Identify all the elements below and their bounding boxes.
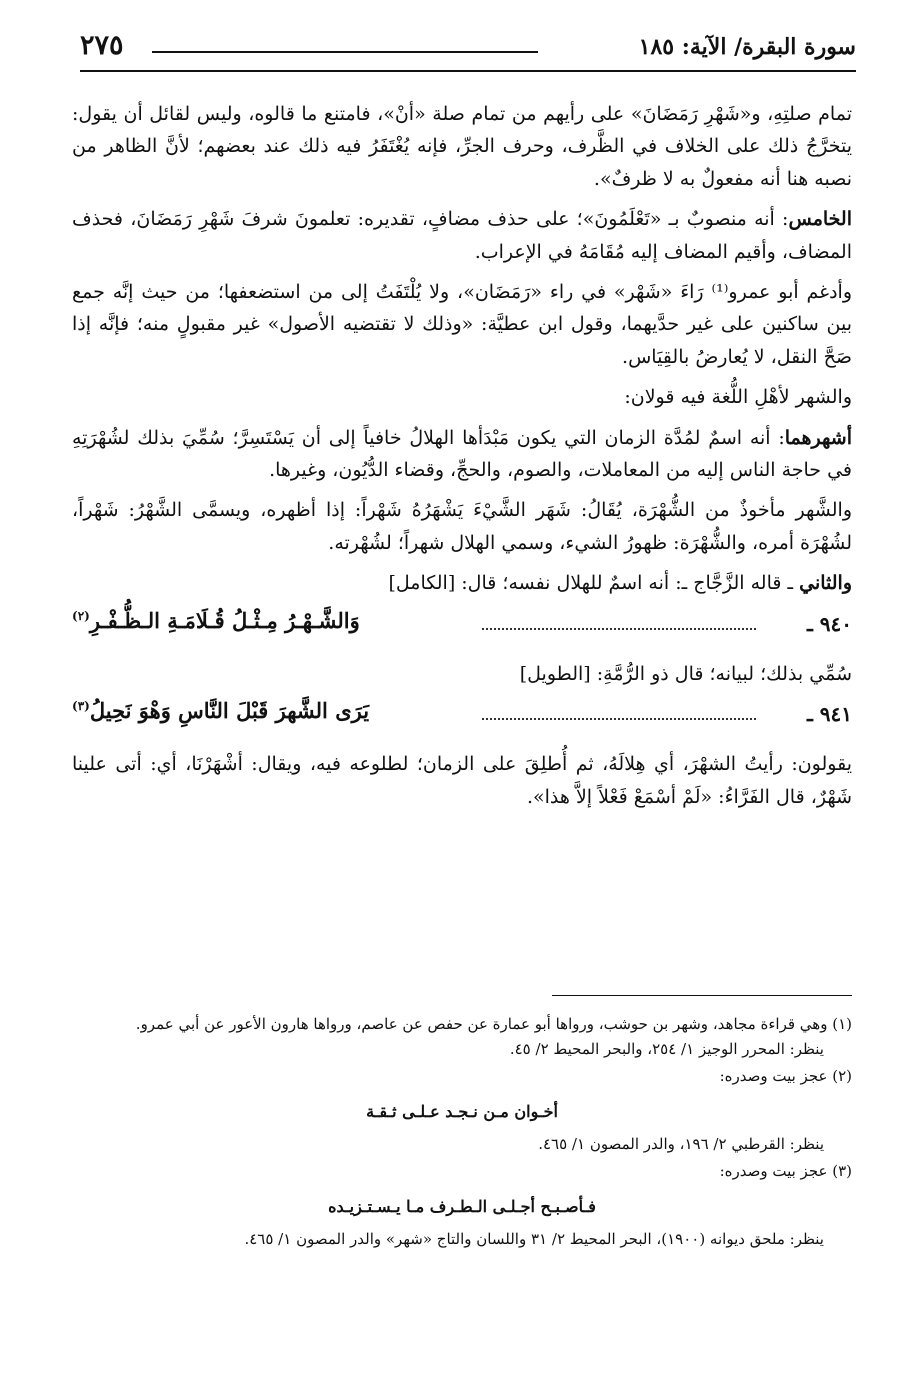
footnote-separator — [552, 995, 852, 996]
paragraph-text: والشهر لأهْلِ اللُّغة فيه قولان: — [624, 386, 852, 409]
verse-dotted-line — [482, 628, 756, 630]
paragraph — [72, 203, 852, 268]
paragraph-text: تمام صلتِهِ، و«شَهْرِ رَمَضَانَ» على رأيهم من تمام صلة «أنْ»، فامتنع ما قالوه، وليس لقائل أن يقول: يتخرَّجُ ذلك على الخلاف في الظَّرف، وحرف الجرِّ، فإنه يُغْتَفَرُ فيه ذلك عند بعضهم؛ لأنَّ الظاهر من نصبه هنا أنه مفعولٌ به لا ظرفٌ». — [72, 103, 852, 190]
footnote-2 — [72, 1064, 852, 1157]
paragraph-text: وأدغم أبو عمرو⁽¹⁾ رَاءَ «شَهْر» في راء «رَمَضَان»، ولا يُلْتَفَتُ إلى من استضعفها؛ من حيث إنَّه جمع بين ساكنين على غير حدَّيهما، وقول ابن عطيَّة: «وذلك لا تقتضيه الأصول» غير مقبولٍ منه؛ فإنَّه إذا صَحَّ النقل، لا يُعارضُ بالقِيَاس. — [72, 281, 853, 368]
verse-line: وَالشَّـهْـرُ مِـثْـلُ قُـلَامَـةِ الـظُّـفْـرِ — [89, 607, 360, 633]
verse-text — [72, 608, 360, 633]
footnote-verse: فـأصـبـح أجـلـى الـطـرف مـا يـسـتـزيـده — [328, 1197, 596, 1216]
header-line — [152, 51, 538, 53]
verse-number: ٩٤١ ـ — [806, 702, 852, 727]
paragraph — [72, 494, 852, 559]
footnote-ref: (٢) — [72, 608, 90, 623]
paragraph — [72, 276, 852, 373]
sura-title: سورة البقرة/ الآية: ١٨٥ — [638, 34, 856, 60]
page-number: ٢٧٥ — [80, 30, 124, 61]
verse-940 — [72, 608, 852, 652]
paragraph-text: ـ قاله الزَّجَّاج ـ: أنه اسمٌ للهلال نفسه؛ قال: [الكامل] — [388, 572, 800, 595]
verse-line: يَرَى الشَّهرَ قَبْلَ النَّاسِ وَهْوَ نَحِيلُ — [89, 698, 370, 724]
footnote-text: (٢) عجز بيت وصدره: — [719, 1067, 852, 1085]
paragraph — [72, 98, 852, 195]
verse-number: ٩٤٠ ـ — [806, 611, 852, 636]
footnote-reference: ينظر: القرطبي ٢/ ١٩٦، والدر المصون ١/ ٤٦٥. — [538, 1135, 824, 1153]
paragraph: سُمِّي بذلك؛ لبيانه؛ قال ذو الرُّمَّةِ: [الطويل] — [519, 662, 852, 685]
footnote-reference: ينظر: المحرر الوجيز ١/ ٢٥٤، والبحر المحيط ٢/ ٤٥. — [509, 1040, 824, 1058]
paragraph — [72, 381, 852, 413]
paragraph-lead: والثاني — [799, 572, 852, 595]
footnote-text: (١) وهي قراءة مجاهد، وشهر بن حوشب، ورواها أبو عمارة عن حفص عن عاصم، ورواها هارون الأعور عن أبي عمرو. — [135, 1015, 852, 1033]
footnote-ref: (٣) — [72, 699, 90, 714]
verse-941 — [72, 698, 852, 742]
footnotes — [72, 1012, 852, 1254]
paragraph-lead: أشهرهما — [784, 426, 852, 449]
paragraph-text: : أنه منصوبٌ بـ «تَعْلَمُونَ»؛ على حذف مضافٍ، تقديره: تعلمونَ شرفَ شَهْرِ رَمَضَانَ، فحذف المضاف، وأقيم المضاف إليه مُقَامَهُ في الإعراب. — [72, 208, 852, 263]
verse-text — [72, 698, 369, 723]
main-text — [72, 98, 852, 821]
footnote-text: (٣) عجز بيت وصدره: — [719, 1162, 852, 1180]
verse-dotted-line — [482, 718, 756, 720]
footnote-reference: ينظر: ملحق ديوانه (١٩٠٠)، البحر المحيط ٢/ ٣١ واللسان والتاج «شهر» والدر المصون ١/ ٤٦٥. — [244, 1230, 824, 1248]
page-header — [80, 30, 856, 70]
footnote-3 — [72, 1159, 852, 1252]
paragraph — [72, 567, 852, 599]
paragraph-text: والشَّهر مأخوذٌ من الشُّهْرَة، يُقَالُ: شَهَر الشَّيْءَ يَشْهَرُهُ شَهْراً: إذا أظهره، ويسمَّى الشَّهْرُ: شَهْراً، لشُهْرَة أمره، والشُّهْرَة: ظهورُ الشيء، وسمي الهلال شهراً؛ لشُهْرته. — [72, 499, 852, 554]
paragraph-text: : أنه اسمٌ لمُدَّة الزمان التي يكون مَبْدَأها الهلالُ خافياً إلى أن يَسْتَسِرَّ؛ سُمِّيَ بذلك لشُهْرَتِهِ في حاجة الناس إليه من المعاملات، والصوم، والحجِّ، وقضاء الدُّيُون، وغيرها. — [72, 426, 852, 482]
header-rule — [80, 70, 856, 72]
footnote-1 — [72, 1012, 852, 1062]
paragraph-lead: الخامس — [788, 208, 852, 231]
paragraph — [72, 422, 852, 487]
paragraph: يقولون: رأيتُ الشهْرَ، أي هِلالَهُ، ثم أُطلِقَ على الزمان؛ لطلوعه فيه، ويقال: أشْهَرْنَا، أي: أتى علينا شَهْرٌ، قال الفَرَّاءُ: «لَمْ أسْمَعْ فَعْلاً إلاَّ هذا». — [72, 753, 852, 808]
footnote-verse: أخـوان مـن نـجـد عـلـى ثـقـة — [366, 1102, 558, 1121]
